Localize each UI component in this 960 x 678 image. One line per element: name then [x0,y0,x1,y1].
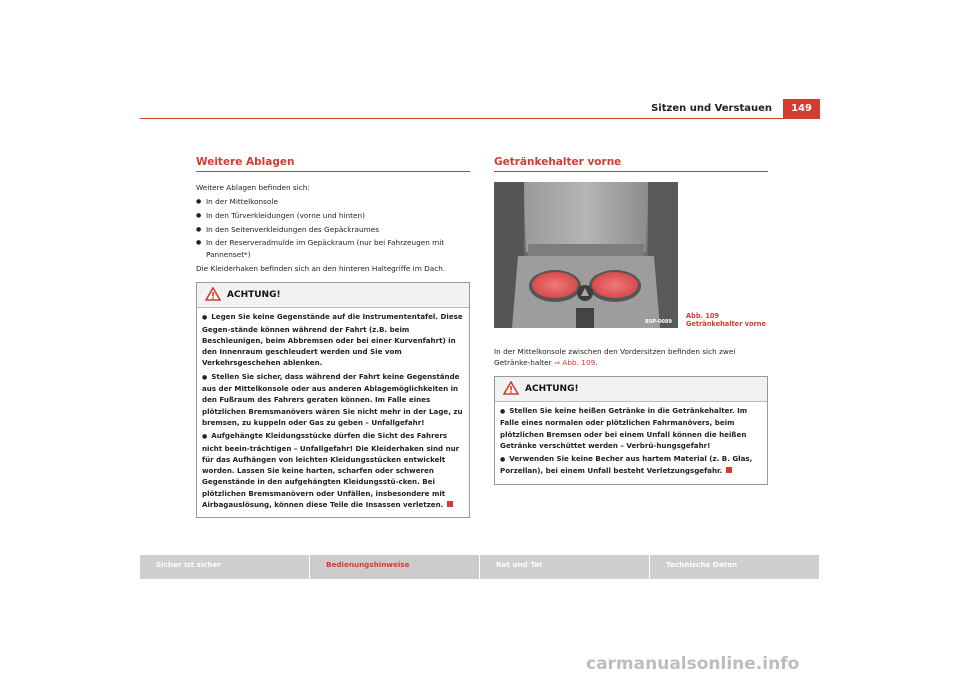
figure-caption: Abb. 109 Getränkehalter vorne [686,312,766,328]
warning-triangle-icon [205,287,221,304]
warning-item: ● Stellen Sie sicher, dass während der Fahrt keine Gegenstände aus der Mittelkonsole oder aus anderen Ablagemöglichkeiten in den Fußraum des Fahrers geraten können. Im Falle eines plötzlichen Bremsmanövers wären Sie nicht mehr in der Lage, zu bremsen, zu kuppeln oder Gas zu geben – Unfallgefahr! [202,371,463,427]
warning-item-text: Verwenden Sie keine Becher aus hartem Material (z. B. Glas, Porzellan), bei einem Unfall besteht Verletzungsgefahr. [500,454,753,476]
warning-item: ● Aufgehängte Kleidungsstücke dürfen die Sicht des Fahrers nicht beein-trächtigen – Unfallgefahr! Die Kleiderhaken sind nur für das Aufhängen von leichten Kleidungsstücken entwickelt worden. Lassen Sie keine harten, scharfen oder schweren Gegenstände in den aufgehängten Kleidungsstü-cken. Bei plötzlichen Bremsmanövern oder Unfällen, insbesondere mit Airbagauslösung, können diese Teile die Insassen verletzen. [202,431,460,509]
warning-title: ACHTUNG! [525,384,579,394]
warning-item: ● Stellen Sie keine heißen Getränke in die Getränkehalter. Im Falle eines normalen oder plötzlichen Fahrmanövers, beim plötzlichen Bremsen oder bei einem Unfall können die heißen Getränke verschüttet werden – Verbrü-hungsgefahr! [500,406,748,450]
figure-link[interactable]: ⇒ Abb. 109 [553,358,596,368]
photo-code: B5P-0089 [645,319,672,325]
list-item: ● In den Seitenverkleidungen des Gepäckraumes [196,224,470,235]
tab-sicher-ist-sicher[interactable]: Sicher ist sicher [140,555,309,579]
tab-bedienungshinweise[interactable]: Bedienungshinweise [310,555,479,579]
watermark: carmanualsonline.info [586,654,800,674]
warning-item: ● Verwenden Sie keine Becher aus hartem Material (z. B. Glas, Porzellan), bei einem Unfall besteht Verletzungsgefahr. [500,454,753,476]
warning-header [197,283,469,308]
intro-text: Weitere Ablagen befinden sich: [196,183,310,192]
cup-holder-text-end: . [595,358,598,368]
header-rule [140,118,820,119]
tab-rat-und-tat[interactable]: Rat und Tat [480,555,649,579]
list-item: ● In den Türverkleidungen (vorne und hinten) [196,210,470,221]
cup-holder-text [494,346,768,369]
warning-triangle-icon [503,380,519,399]
warning-item-text: Stellen Sie sicher, dass während der Fahrt keine Gegenstände aus der Mittelkonsole oder aus anderen Ablagemöglichkeiten in den Fußraum des Fahrers geraten können. Im Falle eines plötzlichen Bremsmanövers wären Sie nicht mehr in der Lage, zu bremsen, zu kuppeln oder Gas zu geben – Unfallgefahr! [202,371,463,427]
warning-item-text: Aufgehängte Kleidungsstücke dürfen die Sicht des Fahrers nicht beein-trächtigen – Unfallgefahr! Die Kleiderhaken sind nur für das Aufhängen von leichten Kleidungsstücken entwickelt worden. Lassen Sie keine harten, scharfen oder schweren Gegenstände in den aufgehängten Kleidungsstü-cken. Bei plötzlichen Bremsmanövern oder Unfällen, insbesondere mit Airbagauslösung, können diese Teile die Insassen verletzen. [202,431,460,509]
list-item: ● In der Mittelkonsole [196,196,470,207]
list-item: ● In der Reserveradmulde im Gepäckraum (nur bei Fahrzeugen mit Pannenset*) [196,237,470,260]
right-column [494,156,768,172]
storage-list [196,196,470,260]
warning-title: ACHTUNG! [227,289,281,300]
warning-body [197,308,469,510]
section-heading-getraenkehalter: Getränkehalter vorne [494,156,768,172]
section-heading-weitere-ablagen: Weitere Ablagen [196,156,470,172]
footer-nav [140,555,820,579]
page-number: 149 [783,99,820,118]
cup-holder-photo [494,182,678,328]
tab-technische-daten[interactable]: Technische Daten [650,555,819,579]
warning-body [495,402,767,477]
warning-header [495,377,767,402]
warning-item-text: Stellen Sie keine heißen Getränke in die Getränkehalter. Im Falle eines normalen oder plötzlichen Fahrmanövers, beim plötzlichen Bremsen oder bei einem Unfall können die heißen Getränke verschüttet werden – Verbrü-hungsgefahr! [500,406,748,450]
running-header-title: Sitzen und Verstauen [651,103,772,114]
warning-box-right [494,376,768,485]
end-square-icon [726,467,732,473]
warning-item: ● Legen Sie keine Gegenstände auf die Instrumententafel. Diese Gegen-stände können während der Fahrt (z.B. beim Beschleunigen, beim Abbremsen oder bei einer Kurvenfahrt) in den Innenraum geschleudert werden und Sie vom Verkehrsgeschehen ablenken. [202,312,463,368]
coat-hook-text: Die Kleiderhaken befinden sich an den hinteren Haltegriffe im Dach. [196,263,446,273]
cup-holder-text-main: In der Mittelkonsole zwischen den Vordersitzen befinden sich zwei Getränke-halter [494,347,736,368]
end-square-icon [447,501,453,507]
warning-item-text: Legen Sie keine Gegenstände auf die Instrumententafel. Diese Gegen-stände können während der Fahrt (z.B. beim Beschleunigen, beim Abbremsen oder bei einer Kurvenfahrt) in den Innenraum geschleudert werden und Sie vom Verkehrsgeschehen ablenken. [202,312,463,368]
left-column [196,156,470,518]
warning-box-left [196,282,470,518]
